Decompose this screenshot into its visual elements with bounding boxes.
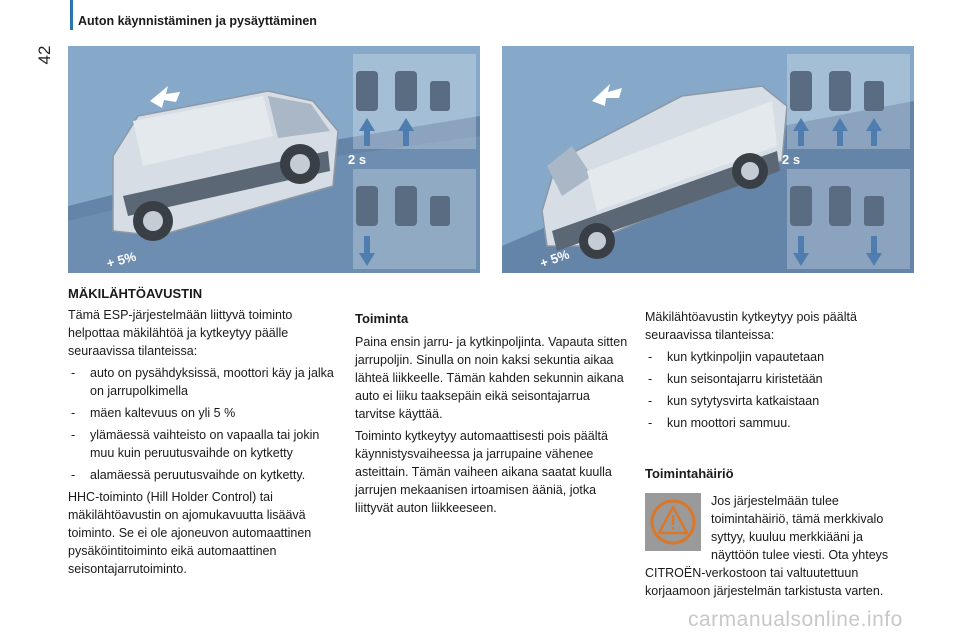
header-accent-bar [70,0,73,30]
hill-assist-outro: HHC-toiminto (Hill Holder Control) tai mäkilähtöavustin on ajomukavuutta lisäävä toiminto. Se ei ole ajoneuvon automaattinen pysäköintitoiminto eikä automaattinen seisontajarrutoiminto. [68,490,312,576]
hill-assist-intro: Tämä ESP-järjestelmään liittyvä toiminto helpottaa mäkilähtöä ja kytkeytyy päälle seuraavissa tilanteissa: [68,308,293,358]
fault-text-beside-icon: Jos järjestelmään tulee toimintahäiriö, tämä merkkivalo syttyy, kuuluu merkkiääni ja näyttöön tulee viesti. Ota yhteys [711,494,889,562]
illustration-uphill-van [68,46,480,273]
illustration-uphill-van-steep [502,46,914,273]
svg-text:+ 5%: + 5% [104,248,138,271]
deactivation-intro: Mäkilähtöavustin kytkeytyy pois päältä seuraavissa tilanteissa: [645,310,857,342]
svg-text:+ 5%: + 5% [537,246,572,271]
section-title-fault: Toimintahäiriö [645,466,734,481]
list-item: - ylämäessä vaihteisto on vapaalla tai jokin muu kuin peruutusvaihde on kytketty [71,428,320,460]
list-item: - mäen kaltevuus on yli 5 % [71,406,236,420]
steep-uphill-van-illustration [502,46,914,273]
svg-text:2 s: 2 s [348,152,367,167]
deactivation-body [645,308,915,436]
svg-text:2 s: 2 s [782,152,801,167]
warning-light-icon [645,493,701,551]
list-item: - kun seisontajarru kiristetään [648,372,823,386]
uphill-van-illustration [68,46,480,273]
page-header-title: Auton käynnistäminen ja pysäyttäminen [78,14,317,28]
operation-paragraph-1: Paina ensin jarru- ja kytkinpoljinta. Vapauta sitten jarrupoljin. Sinulla on noin kaksi sekuntia aikaa lähteä liikkeelle. Tämän kahden sekunnin aikana auto ei liiku taaksepäin eikä seisontajarrua tarvitse käyttää. [355,335,628,421]
list-item: - kun moottori sammuu. [648,416,791,430]
list-item: - kun sytytysvirta katkaistaan [648,394,820,408]
fault-text-tail: CITROËN-verkostoon tai valtuutettuun korjaamoon järjestelmän tarkistusta varten. [645,566,884,598]
list-item: - auto on pysähdyksissä, moottori käy ja jalka on jarrupolkimella [71,366,334,398]
hill-assist-body [68,306,338,582]
section-title-hill-assist: MÄKILÄHTÖAVUSTIN [68,286,203,301]
list-item: - kun kytkinpoljin vapautetaan [648,350,825,364]
section-title-operation: Toiminta [355,311,409,326]
page-number: 42 [35,45,54,65]
watermark: carmanualsonline.info [688,608,903,631]
operation-body [355,333,630,521]
list-item: - alamäessä peruutusvaihde on kytketty. [71,468,306,482]
operation-paragraph-2: Toiminto kytkeytyy automaattisesti pois päältä käynnistysvaiheessa ja jarrupaine vähenee asteittain. Tämän vaiheen aikana saatat kuulla jarrujen mekaanisen irtoamisen ääniä, jotka liittyvät auton liikkeeseen. [355,429,612,515]
